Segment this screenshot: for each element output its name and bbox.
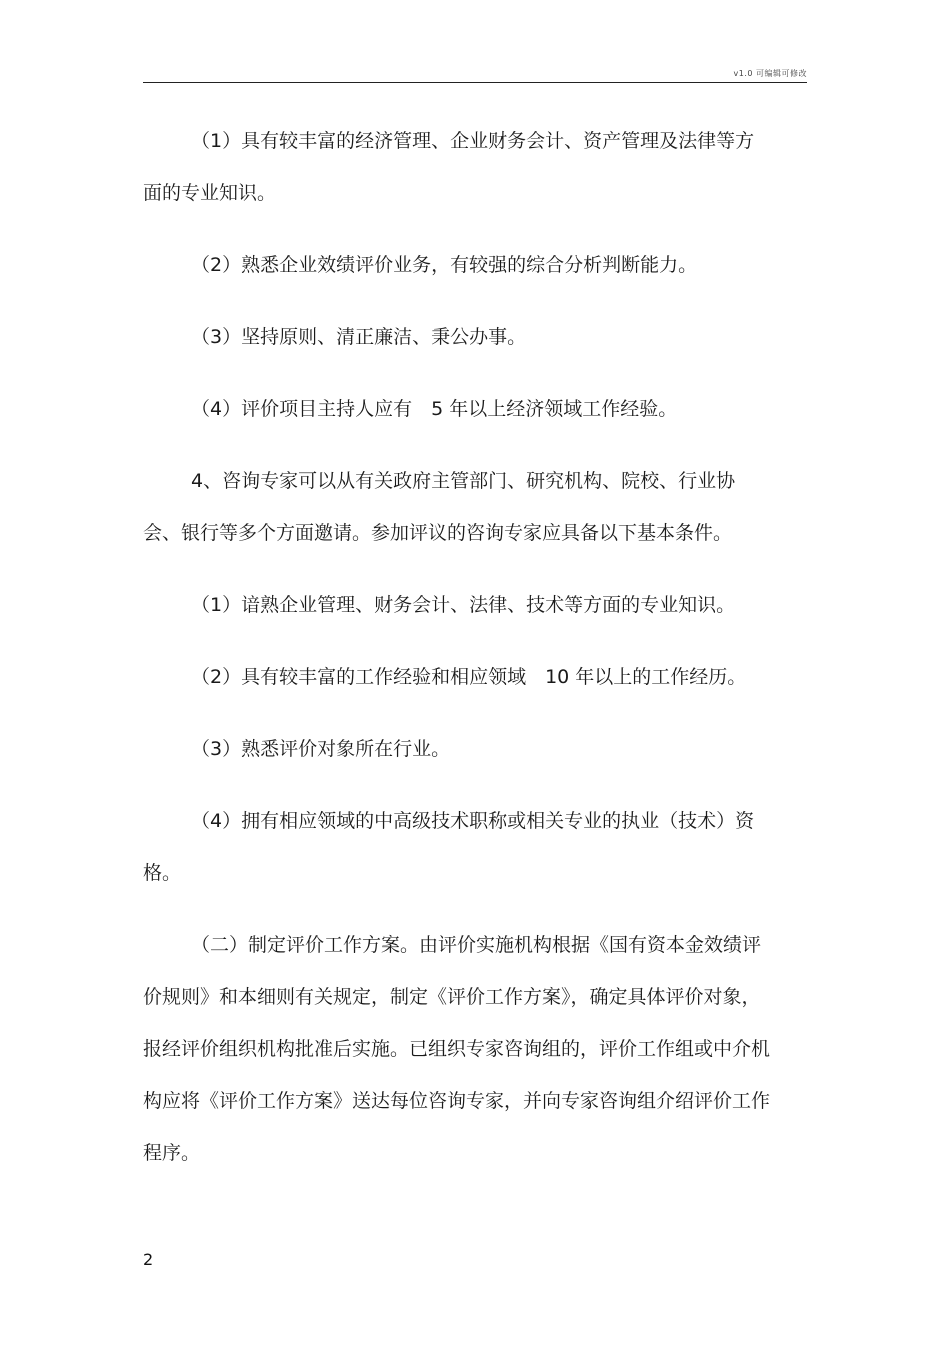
paragraph-10: （二）制定评价工作方案。由评价实施机构根据《国有资本金效绩评价规则》和本细则有关规定，制定《评价工作方案》，确定具体评价对象，报经评价组织机构批准后实施。已组织专家咨询组的，评价工作组或中介机构应将《评价工作方案》送达每位咨询专家，并向专家咨询组介绍评价工作程序。	[143, 934, 771, 1164]
paragraph-1: （1）具有较丰富的经济管理、企业财务会计、资产管理及法律等方面的专业知识。	[143, 130, 755, 204]
paragraph-4: （4）评价项目主持人应有 5 年以上经济领域工作经验。	[191, 398, 678, 420]
paragraph-3: （3）坚持原则、清正廉洁、秉公办事。	[191, 326, 527, 348]
paragraph-6: （1）谙熟企业管理、财务会计、法律、技术等方面的专业知识。	[191, 594, 736, 616]
paragraph-5: 4、咨询专家可以从有关政府主管部门、研究机构、院校、行业协会、银行等多个方面邀请。参加评议的咨询专家应具备以下基本条件。	[143, 470, 736, 544]
paragraph-7: （2）具有较丰富的工作经验和相应领域 10 年以上的工作经历。	[191, 666, 747, 688]
header-version-tag: v1.0 可编辑可修改	[733, 69, 807, 78]
paragraph-8: （3）熟悉评价对象所在行业。	[191, 738, 451, 760]
paragraph-2: （2）熟悉企业效绩评价业务，有较强的综合分析判断能力。	[191, 254, 698, 276]
page-number: 2	[143, 1250, 154, 1269]
paragraph-9: （4）拥有相应领域的中高级技术职称或相关专业的执业（技术）资格。	[143, 810, 755, 884]
header-divider	[143, 82, 807, 83]
document-body	[143, 115, 773, 1179]
